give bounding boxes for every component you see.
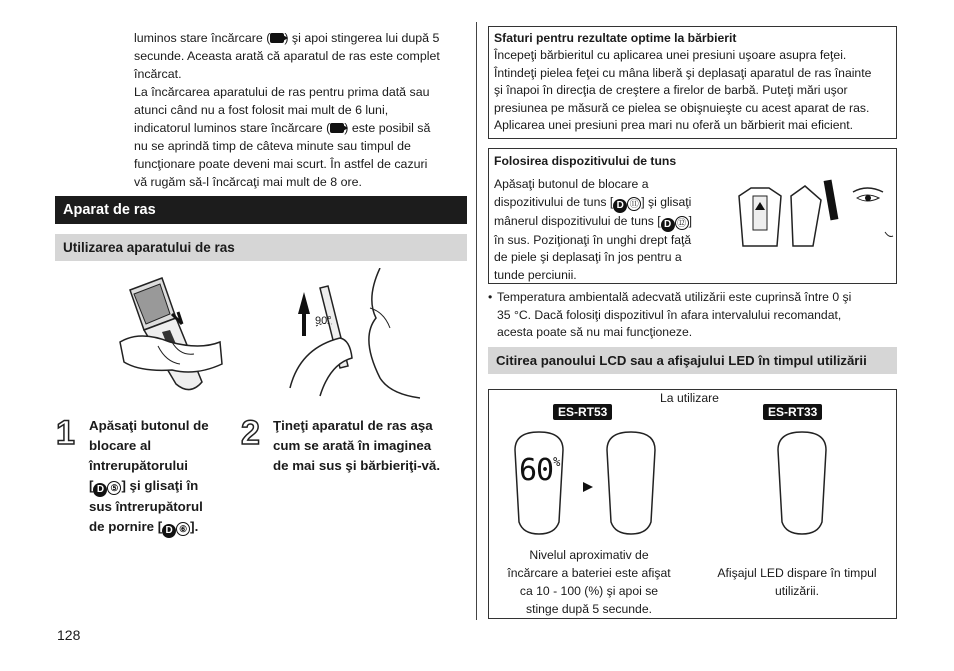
step-1-text: Apăsaţi butonul de blocare al întrerupătorului [ D ⑤ ] şi glisaţi în sus întrerupătorul de pornire [ D ⑥ ]. xyxy=(89,418,209,536)
intro-text xyxy=(134,29,469,191)
section-title: Aparat de ras xyxy=(55,196,467,224)
model-badge-rt53: ES-RT53 xyxy=(553,404,612,420)
step-2-text: Ţineţi aparatul de ras aşa cum se arată în imaginea de mai sus şi bărbieriţi-vă. xyxy=(273,418,441,473)
ref-number: ⑪ xyxy=(627,197,641,211)
column-divider xyxy=(476,22,477,620)
trimmer-illustration xyxy=(733,176,895,250)
tips-line: Aplicarea unei presiuni prea mari nu oferă un bărbierit mai eficient. xyxy=(494,118,854,133)
intro-line: nu se aprindă timp de câteva minute sau timpul de xyxy=(134,139,411,153)
ref-number: ⑫ xyxy=(675,216,689,230)
intro-line: vă rugăm să-l încărcaţi mai mult de 8 ore. xyxy=(134,175,362,189)
trimmer-text: Apăsaţi butonul de blocare a dispozitivului de tuns [ D ⑪ ] şi glisaţi mânerul dispozitivului de tuns [ D ⑫ ] în sus. Poziţionaţi în unghi drept faţă de piele şi deplasaţi în jos pentru a tunde perciunii. xyxy=(494,177,693,282)
figure-d-icon: D xyxy=(613,199,627,213)
intro-line: încărcat. xyxy=(134,67,182,81)
lcd-readout: 60% xyxy=(519,453,560,488)
tips-line: Începeţi bărbieritul cu aplicarea unei presiuni uşoare asupra feţei. xyxy=(494,48,847,62)
ref-number: ⑥ xyxy=(176,522,190,536)
led-display-illustration xyxy=(770,430,832,536)
shaving-angle-illustration xyxy=(280,268,440,400)
step-2-number: 2 xyxy=(241,414,260,452)
step-1-number: 1 xyxy=(56,414,75,452)
tips-line: presiunea pe măsură ce pielea se obişnuieşte cu acest aparat de ras. xyxy=(494,100,870,115)
model-badge-rt33: ES-RT33 xyxy=(763,404,822,420)
bullet-note: • Temperatura ambientală adecvată utilizării este cuprinsă între 0 şi 35 °C. Dacă folosiţi dispozitivul în afara intervalului recomandat, acesta poate să nu mai funcţioneze. xyxy=(488,290,852,339)
caption-rt33: Afişajul LED dispare în timpul utilizării. xyxy=(717,566,877,598)
intro-line: luminos stare încărcare ( ) şi apoi stingerea lui după 5 xyxy=(134,31,440,45)
caption-rt53: Nivelul aproximativ de încărcare a bateriei este afişat ca 10 - 100 (%) şi apoi se stinge după 5 secunde. xyxy=(507,548,671,616)
intro-line: atunci când nu a fost folosit mai mult de 6 luni, xyxy=(134,103,389,117)
angle-label: 90° xyxy=(315,315,332,327)
intro-line: secunde. Aceasta arată că aparatul de ras este complet xyxy=(134,49,440,63)
intro-line: indicatorul luminos stare încărcare ( ) este posibil să xyxy=(134,121,431,135)
lcd-box xyxy=(488,389,897,619)
plug-icon xyxy=(330,123,344,133)
trimmer-title: Folosirea dispozitivului de tuns xyxy=(494,154,677,168)
tips-line: Întindeţi pielea feţei cu mâna liberă şi deplasaţi aparatul de ras înainte xyxy=(494,65,872,80)
figure-d-icon: D xyxy=(661,218,675,232)
figure-d-icon: D xyxy=(162,524,176,538)
tips-box xyxy=(488,26,897,139)
intro-line: funcţionare poate deveni mai scurt. În astfel de cazuri xyxy=(134,157,428,171)
intro-line: La încărcarea aparatului de ras pentru prima dată sau xyxy=(134,85,430,99)
plug-icon xyxy=(270,33,284,43)
tips-line: şi înapoi în direcţia de creştere a firelor de barbă. Puteţi mări uşor xyxy=(494,83,848,98)
arrow-right-icon xyxy=(583,482,593,492)
lcd-heading: La utilizare xyxy=(660,391,719,405)
lcd-section-title: Citirea panoului LCD sau a afişajului LED în timpul utilizării xyxy=(488,347,897,374)
ref-number: ⑤ xyxy=(107,481,121,495)
figure-d-icon: D xyxy=(93,483,107,497)
subsection-title: Utilizarea aparatului de ras xyxy=(55,234,467,261)
tips-title: Sfaturi pentru rezultate optime la bărbierit xyxy=(494,31,737,45)
shaver-hand-illustration xyxy=(110,272,230,402)
page-number: 128 xyxy=(57,627,81,643)
